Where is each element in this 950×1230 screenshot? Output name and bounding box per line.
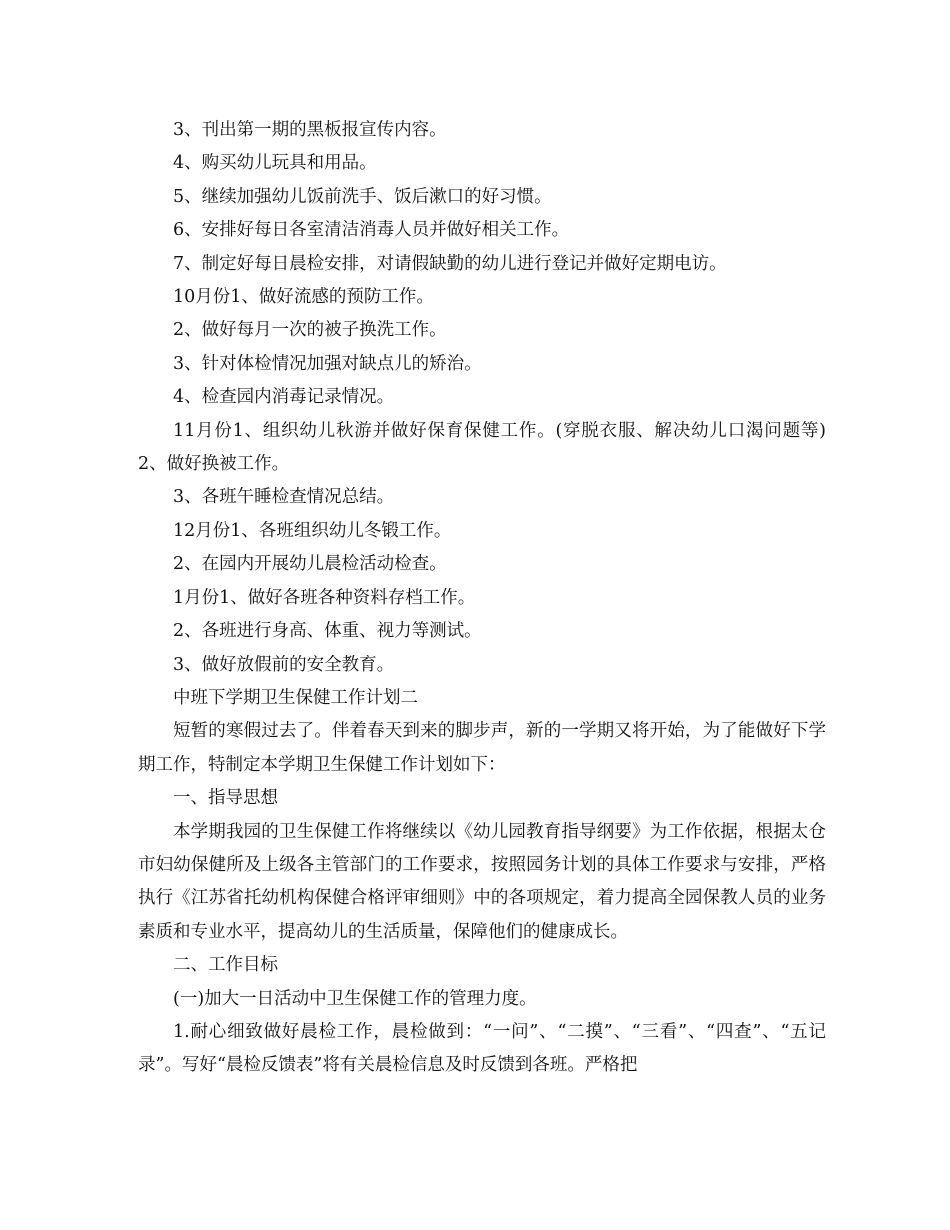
paragraph: 7、制定好每日晨检安排，对请假缺勤的幼儿进行登记并做好定期电访。 <box>173 253 727 274</box>
paragraph: 12月份1、各班组织幼儿冬锻工作。 <box>173 520 452 541</box>
section-heading: 二、工作目标 <box>173 955 278 976</box>
paragraph: 4、检查园内消毒记录情况。 <box>173 387 395 408</box>
paragraph: 2、在园内开展幼儿晨检活动检查。 <box>173 554 447 575</box>
paragraph: 3、做好放假前的安全教育。 <box>173 654 395 675</box>
paragraph: 3、各班午睡检查情况总结。 <box>173 487 395 508</box>
paragraph: 本学期我园的卫生保健工作将继续以《幼儿园教育指导纲要》为工作依据，根据太仓市妇幼保健所及上级各主管部门的工作要求，按照园务计划的具体工作要求与安排，严格执行《江苏省托幼机构保健合格评审细则》中的各项规定，着力提高全园保教人员的业务素质和专业水平，提高幼儿的生活质量，保障他们的健康成长。 <box>138 821 826 942</box>
sub-heading: (一)加大一日活动中卫生保健工作的管理力度。 <box>173 988 537 1009</box>
paragraph: 2、做好每月一次的被子换洗工作。 <box>173 320 447 341</box>
paragraph: 4、购买幼儿玩具和用品。 <box>173 153 377 174</box>
paragraph: 2、各班进行身高、体重、视力等测试。 <box>173 621 482 642</box>
paragraph: 11月份1、组织幼儿秋游并做好保育保健工作。(穿脱衣服、解决幼儿口渴问题等)2、做好换被工作。 <box>138 420 826 475</box>
paragraph: 6、安排好每日各室清洁消毒人员并做好相关工作。 <box>173 220 570 241</box>
paragraph: 5、继续加强幼儿饭前洗手、饭后漱口的好习惯。 <box>173 186 552 207</box>
paragraph: 3、刊出第一期的黑板报宣传内容。 <box>173 120 447 140</box>
paragraph: 1.耐心细致做好晨检工作，晨检做到：“一问”、“二摸”、“三看”、“四查”、“五记录”。写好“晨检反馈表”将有关晨检信息及时反馈到各班。严格把 <box>138 1021 826 1076</box>
paragraph: 3、针对体检情况加强对缺点儿的矫治。 <box>173 353 482 374</box>
section-heading: 一、指导思想 <box>173 788 278 809</box>
paragraph: 10月份1、做好流感的预防工作。 <box>173 287 434 308</box>
section-title: 中班下学期卫生保健工作计划二 <box>173 687 418 708</box>
paragraph: 短暂的寒假过去了。伴着春天到来的脚步声，新的一学期又将开始，为了能做好下学期工作，特制定本学期卫生保健工作计划如下： <box>138 721 826 775</box>
paragraph: 1月份1、做好各班各种资料存档工作。 <box>173 587 476 608</box>
document-body <box>138 114 826 1083</box>
